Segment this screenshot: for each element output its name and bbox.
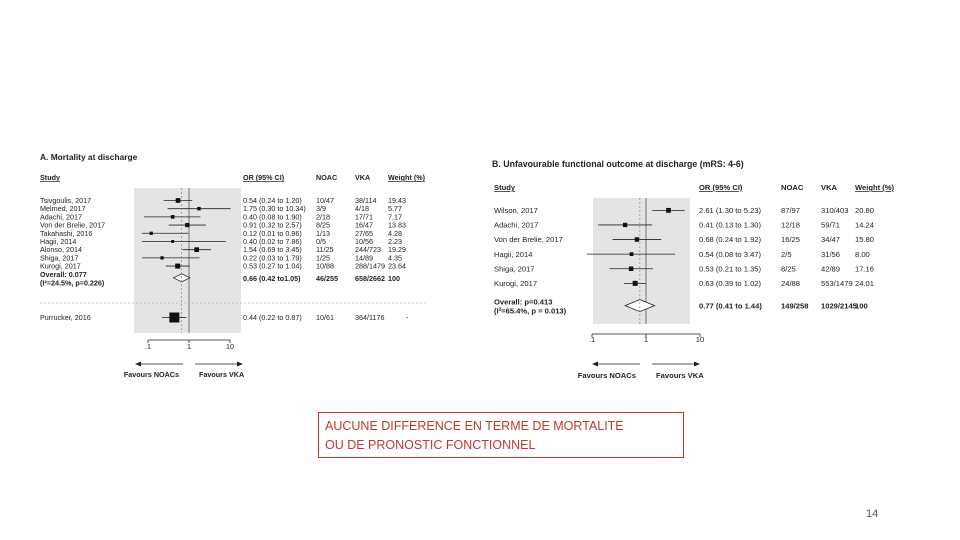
a-favours-right-label: Favours VKA: [199, 370, 245, 379]
a-plot-background: [134, 188, 241, 333]
a-study-ci: 0.54 (0.24 to 1.20): [243, 196, 302, 205]
b-study-weight: 15.80: [855, 235, 875, 245]
b-overall-ci: 0.77 (0.41 to 1.44): [699, 301, 762, 311]
a-study-noac: 1/13: [316, 228, 330, 238]
b-study-weight: 8.00: [855, 249, 870, 259]
b-study-name: Hagii, 2014: [494, 249, 533, 259]
a-study-weight: 7.17: [388, 212, 402, 222]
b-study-noac: 87/97: [781, 206, 801, 215]
a-overall-noac: 46/255: [316, 273, 338, 283]
b-study-vka: 42/89: [821, 264, 841, 274]
b-overall-vka: 1029/2145: [821, 301, 857, 311]
b-study-noac: 24/88: [781, 279, 801, 288]
a-overall-heterogeneity: (I²=24.5%, p=0.226): [40, 278, 105, 288]
a-study-ci: 0.22 (0.03 to 1.79): [243, 253, 302, 263]
a-study-noac: 3/9: [316, 204, 326, 214]
b-header-noac: NOAC: [781, 183, 804, 192]
b-study-name: Shiga, 2017: [494, 264, 535, 274]
a-study-weight: 19.43: [388, 196, 406, 205]
b-study-vka: 59/71: [821, 220, 841, 230]
b-point-estimate: [629, 266, 634, 271]
a-extra-ci: 0.44 (0.22 to 0.87): [243, 313, 302, 322]
b-overall-weight: 100: [855, 301, 868, 311]
a-study-vka: 17/71: [355, 212, 373, 222]
b-study-noac: 8/25: [781, 264, 796, 274]
b-point-estimate: [623, 223, 627, 227]
b-header-study: Study: [494, 183, 516, 192]
b-study-name: Adachi, 2017: [494, 220, 539, 230]
a-point-estimate: [150, 232, 153, 235]
a-favours-right-arrowhead: [237, 362, 243, 367]
a-study-noac: 10/47: [316, 196, 334, 205]
a-study-name: Adachi, 2017: [40, 212, 82, 222]
a-study-weight: 4.28: [388, 228, 402, 238]
b-study-ci: 0.63 (0.39 to 1.02): [699, 279, 762, 288]
b-study-vka: 310/403: [821, 206, 849, 215]
a-study-name: Alonso, 2014: [40, 245, 82, 255]
b-favours-right-arrowhead: [694, 362, 700, 367]
a-study-weight: 4.35: [388, 253, 402, 263]
b-overall-label: Overall: p=0.413: [494, 297, 553, 307]
b-header-weight: Weight (%): [855, 183, 895, 192]
a-study-name: Takahashi, 2016: [40, 228, 93, 238]
b-study-vka: 31/56: [821, 249, 841, 259]
a-extra-vka: 364/1176: [355, 313, 385, 322]
b-study-weight: 20.80: [855, 206, 875, 215]
a-study-ci: 0.12 (0.01 to 0.96): [243, 228, 302, 238]
conclusion-box: [318, 412, 684, 458]
b-point-estimate: [635, 237, 639, 241]
a-study-noac: 0/5: [316, 237, 326, 246]
b-header-ci: OR (95% CI): [699, 183, 743, 192]
a-point-estimate: [197, 207, 200, 210]
a-study-vka: 4/18: [355, 204, 369, 214]
a-study-ci: 1.54 (0.69 to 3.45): [243, 245, 302, 255]
b-study-ci: 0.53 (0.21 to 1.35): [699, 264, 762, 274]
a-extra-point-estimate: [169, 313, 179, 323]
a-x-tick-label: 10: [226, 342, 234, 351]
b-study-ci: 0.54 (0.08 to 3.47): [699, 249, 762, 259]
b-study-weight: 14.24: [855, 220, 875, 230]
page-number: 14: [866, 508, 879, 520]
a-overall-weight: 100: [388, 273, 400, 283]
a-study-weight: 5.77: [388, 204, 402, 214]
a-favours-left-label: Favours NOACs: [123, 370, 179, 379]
a-study-noac: 2/18: [316, 212, 330, 222]
b-overall-heterogeneity: (I²=65.4%, p = 0.013): [494, 306, 567, 316]
a-study-vka: 244/723: [355, 245, 381, 255]
b-study-name: Kurogi, 2017: [494, 279, 538, 288]
a-study-weight: 2.23: [388, 237, 402, 246]
a-chart-title: A. Mortality at discharge: [40, 152, 138, 162]
a-study-noac: 8/25: [316, 220, 330, 230]
b-header-vka: VKA: [821, 183, 838, 192]
a-header-weight: Weight (%): [388, 173, 425, 182]
b-x-tick-label: 10: [695, 335, 705, 344]
a-x-tick-label: .1: [145, 342, 151, 351]
b-favours-left-label: Favours NOACs: [577, 371, 636, 380]
a-study-vka: 38/114: [355, 196, 377, 205]
b-overall-noac: 149/258: [781, 301, 809, 311]
b-favours-left-arrowhead: [592, 362, 598, 367]
b-point-estimate: [633, 281, 638, 286]
b-study-weight: 24.01: [855, 279, 875, 288]
a-point-estimate: [175, 264, 180, 269]
b-point-estimate: [630, 252, 634, 256]
b-study-vka: 34/47: [821, 235, 841, 245]
a-study-vka: 27/65: [355, 228, 373, 238]
a-extra-weight: -: [406, 313, 409, 322]
a-study-ci: 0.91 (0.32 to 2.57): [243, 220, 302, 230]
a-favours-left-arrowhead: [135, 362, 141, 367]
a-study-weight: 23.64: [388, 261, 406, 271]
a-overall-label: Overall: 0.077: [40, 269, 87, 279]
a-study-weight: 19.29: [388, 245, 406, 255]
a-header-study: Study: [40, 173, 60, 182]
b-study-name: Von der Brelie, 2017: [494, 235, 563, 245]
a-study-vka: 10/56: [355, 237, 373, 246]
b-study-ci: 2.61 (1.30 to 5.23): [699, 206, 762, 215]
b-x-tick-label: 1: [643, 335, 649, 344]
b-study-noac: 16/25: [781, 235, 801, 245]
b-study-ci: 0.68 (0.24 to 1.92): [699, 235, 762, 245]
a-study-ci: 1.75 (0.30 to 10.34): [243, 204, 306, 214]
a-overall-vka: 658/2662: [355, 273, 385, 283]
a-study-ci: 0.40 (0.02 to 7.86): [243, 237, 302, 246]
a-study-vka: 14/89: [355, 253, 373, 263]
a-point-estimate: [176, 198, 181, 203]
a-overall-ci: 0.66 (0.42 to1.05): [243, 273, 301, 283]
a-point-estimate: [171, 215, 175, 219]
a-study-name: Tsivgoulis, 2017: [40, 196, 92, 205]
a-header-ci: OR (95% CI): [243, 173, 285, 182]
a-study-vka: 288/1479: [355, 261, 385, 271]
a-point-estimate: [185, 223, 189, 227]
conclusion-line-1: AUCUNE DIFFERENCE EN TERME DE MORTALITE: [325, 419, 624, 433]
a-study-name: Shiga, 2017: [40, 253, 79, 263]
b-study-noac: 12/18: [781, 220, 801, 230]
a-x-tick-label: 1: [187, 342, 191, 351]
a-point-estimate: [171, 240, 174, 243]
a-study-ci: 0.53 (0.27 to 1.04): [243, 261, 302, 271]
b-chart-title: B. Unfavourable functional outcome at discharge (mRS: 4-6): [492, 159, 744, 169]
b-study-weight: 17.16: [855, 264, 875, 274]
a-study-noac: 11/25: [316, 245, 334, 255]
a-point-estimate: [194, 247, 199, 252]
a-point-estimate: [160, 256, 163, 259]
b-favours-right-label: Favours VKA: [656, 371, 704, 380]
a-header-noac: NOAC: [316, 173, 338, 182]
a-study-ci: 0.40 (0.08 to 1.90): [243, 212, 302, 222]
a-study-name: Hagii, 2014: [40, 237, 77, 246]
a-study-noac: 1/25: [316, 253, 330, 263]
a-study-vka: 16/47: [355, 220, 373, 230]
a-study-name: Von der Brelie, 2017: [40, 220, 106, 230]
a-study-name: Kurogi, 2017: [40, 261, 81, 271]
b-point-estimate: [666, 208, 671, 213]
b-study-noac: 2/5: [781, 249, 792, 259]
a-extra-noac: 10/61: [316, 313, 334, 322]
a-extra-name: Purrucker, 2016: [40, 313, 91, 322]
a-header-vka: VKA: [355, 173, 371, 182]
a-study-name: Melmed, 2017: [40, 204, 86, 214]
b-study-ci: 0.41 (0.13 to 1.30): [699, 220, 762, 230]
conclusion-line-2: OU DE PRONOSTIC FONCTIONNEL: [325, 438, 536, 452]
b-study-name: Wilson, 2017: [494, 206, 538, 215]
a-study-noac: 10/88: [316, 261, 334, 271]
b-study-vka: 553/1479: [821, 279, 853, 288]
b-x-tick-label: .1: [588, 335, 596, 344]
a-study-weight: 13.83: [388, 220, 406, 230]
